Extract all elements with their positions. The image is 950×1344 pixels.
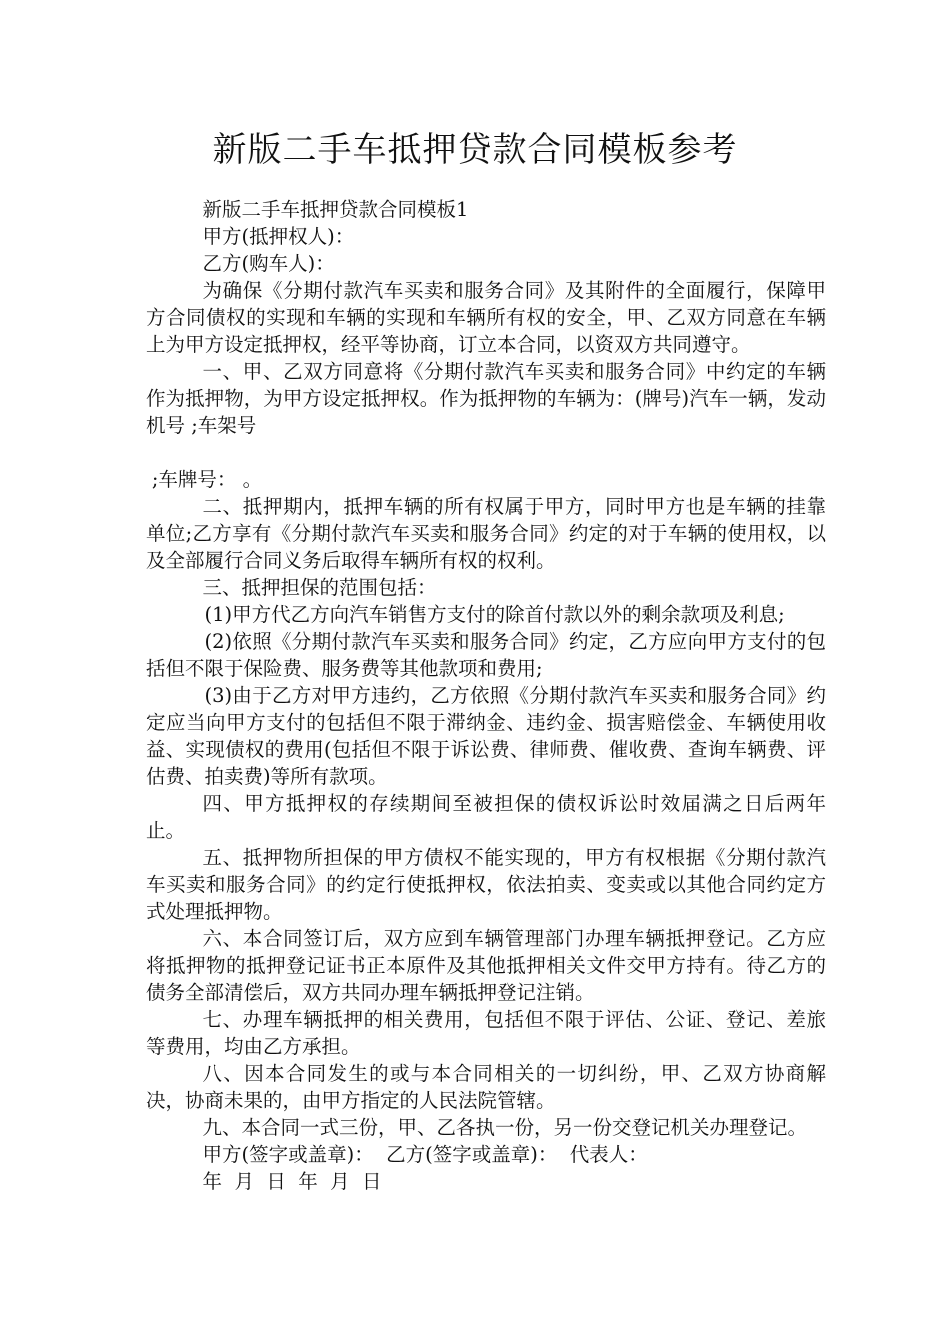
preamble-paragraph: 为确保《分期付款汽车买卖和服务合同》及其附件的全面履行，保障甲方合同债权的实现和车辆的实现和车辆所有权的安全，甲、乙双方同意在车辆上为甲方设定抵押权，经平等协商，订立本合同，以资双方共同遵守。 xyxy=(146,279,826,356)
clause-1: 一、甲、乙双方同意将《分期付款汽车买卖和服务合同》中约定的车辆作为抵押物，为甲方设定抵押权。作为抵押物的车辆为：(牌号)汽车一辆，发动机号 ;车架号 xyxy=(146,360,826,437)
date-line: 年 月 日 年 月 日 xyxy=(202,1170,382,1193)
party-b-line: 乙方(购车人)： xyxy=(202,252,335,275)
clause-9: 九、本合同一式三份，甲、乙各执一份，另一份交登记机关办理登记。 xyxy=(202,1116,808,1139)
clause-3-item-2: (2)依照《分期付款汽车买卖和服务合同》约定，乙方应向甲方支付的包括但不限于保险费、服务费等其他款项和费用; xyxy=(146,630,826,680)
contract-heading: 新版二手车抵押贷款合同模板1 xyxy=(202,198,469,221)
clause-3: 三、抵押担保的范围包括： xyxy=(202,576,437,599)
document-body xyxy=(146,196,826,1195)
party-a-line: 甲方(抵押权人)： xyxy=(202,225,355,248)
clause-2: 二、抵押期内，抵押车辆的所有权属于甲方，同时甲方也是车辆的挂靠单位;乙方享有《分期付款汽车买卖和服务合同》约定的对于车辆的使用权，以及全部履行合同义务后取得车辆所有权的权利。 xyxy=(146,495,826,572)
clause-5: 五、抵押物所担保的甲方债权不能实现的，甲方有权根据《分期付款汽车买卖和服务合同》的约定行使抵押权，依法拍卖、变卖或以其他合同约定方式处理抵押物。 xyxy=(146,846,826,923)
clause-3-item-3: (3)由于乙方对甲方违约，乙方依照《分期付款汽车买卖和服务合同》约定应当向甲方支付的包括但不限于滞纳金、违约金、损害赔偿金、车辆使用收益、实现债权的费用(包括但不限于诉讼费、律师费、催收费、查询车辆费、评估费、拍卖费)等所有款项。 xyxy=(146,684,826,788)
clause-6: 六、本合同签订后，双方应到车辆管理部门办理车辆抵押登记。乙方应将抵押物的抵押登记证书正本原件及其他抵押相关文件交甲方持有。待乙方的债务全部清偿后，双方共同办理车辆抵押登记注销。 xyxy=(146,927,826,1004)
plate-number-line: ;车牌号： 。 xyxy=(151,468,263,491)
clause-4: 四、甲方抵押权的存续期间至被担保的债权诉讼时效届满之日后两年止。 xyxy=(146,792,826,842)
clause-7: 七、办理车辆抵押的相关费用，包括但不限于评估、公证、登记、差旅等费用，均由乙方承担。 xyxy=(146,1008,826,1058)
clause-3-item-1: (1)甲方代乙方向汽车销售方支付的除首付款以外的剩余款项及利息; xyxy=(204,603,785,626)
clause-8: 八、因本合同发生的或与本合同相关的一切纠纷，甲、乙双方协商解决，协商未果的，由甲方指定的人民法院管辖。 xyxy=(146,1062,826,1112)
signature-line: 甲方(签字或盖章)： 乙方(签字或盖章)： 代表人： xyxy=(202,1143,648,1166)
document-title: 新版二手车抵押贷款合同模板参考 xyxy=(212,130,738,170)
